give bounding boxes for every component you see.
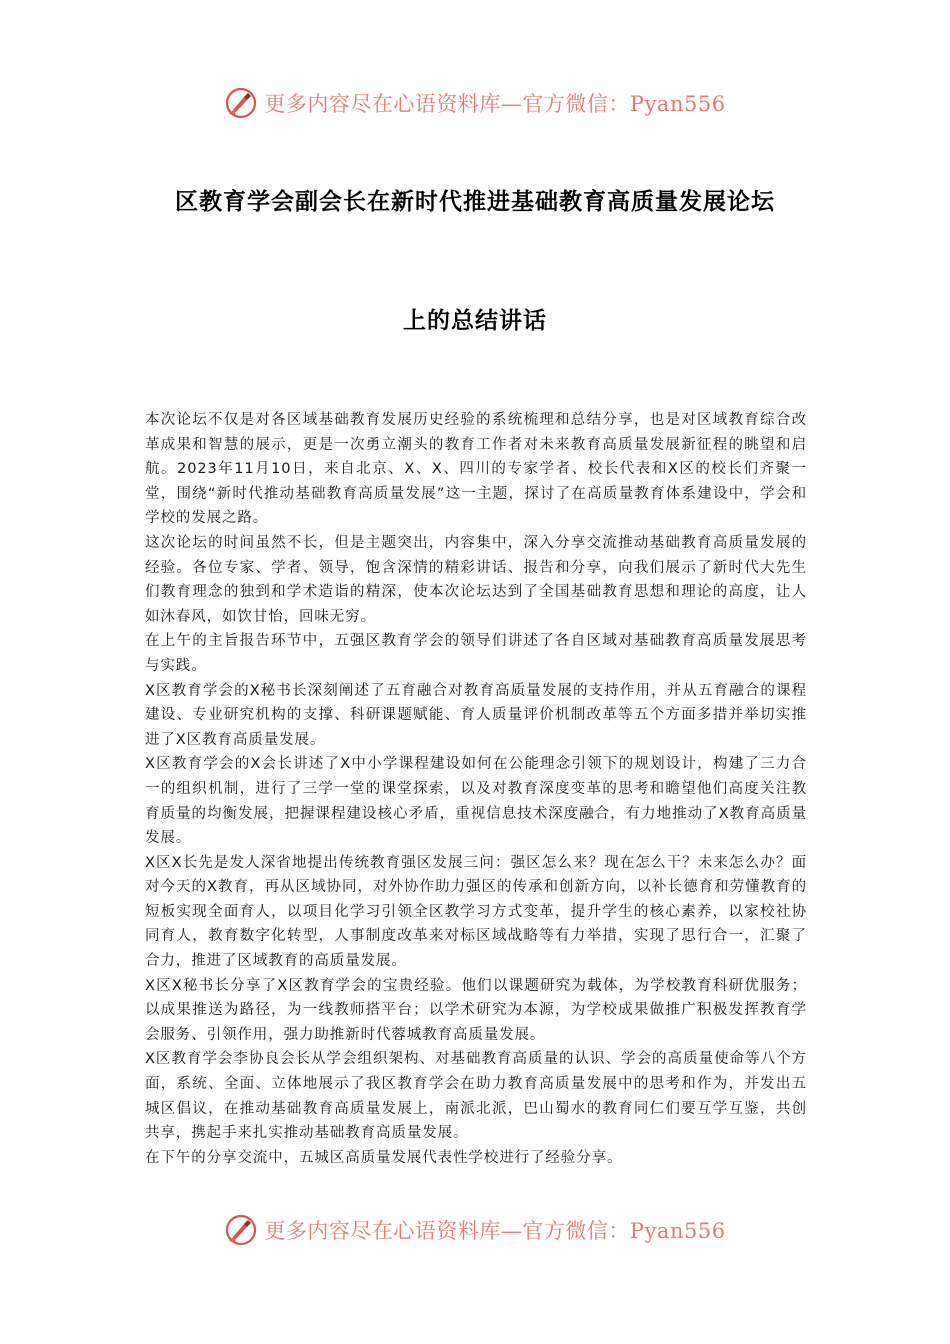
paragraph: 在上午的主旨报告环节中，五强区教育学会的领导们讲述了各自区域对基础教育高质量发展思考与实践。 (145, 633, 807, 674)
header-watermark (0, 83, 950, 123)
paragraph: 本次论坛不仅是对各区域基础教育发展历史经验的系统梳理和总结分享，也是对区域教育综合改革成果和智慧的展示，更是一次勇立潮头的教育工作者对未来教育高质量发展新征程的眺望和启航。2023年11月10日，来自北京、X、X、四川的专家学者、校长代表和X区的校长们齐聚一堂，围绕“新时代推动基础教育高质量发展”这一主题，探讨了在高质量教育体系建设中，学会和学校的发展之路。 (145, 412, 807, 527)
pen-seal-icon (224, 1213, 258, 1247)
watermark-text: 更多内容尽在心语资料库—官方微信：Pyan556 (264, 92, 726, 116)
paragraph: X区教育学会的X秘书长深刻阐述了五育融合对教育高质量发展的支持作用，并从五育融合的课程建设、专业研究机构的支撑、科研课题赋能、育人质量评价机制改革等五个方面多措并举切实推进了X区教育高质量发展。 (145, 682, 807, 748)
paragraph: 在下午的分享交流中，五城区高质量发展代表性学校进行了经验分享。 (145, 1149, 623, 1166)
document-title-line1: 区教育学会副会长在新时代推进基础教育高质量发展论坛 (175, 189, 775, 215)
document-body (145, 408, 807, 1170)
footer-watermark (0, 1210, 950, 1250)
paragraph: X区X长先是发人深省地提出传统教育强区发展三问：强区怎么来？现在怎么干？未来怎么办？面对今天的X教育，再从区域协同，对外协作助力强区的传承和创新方向，以补长德育和劳懂教育的短板实现全面育人，以项目化学习引领全区教学习方式变革，提升学生的核心素养，以家校社协同育人，教育数字化转型，人事制度改革来对标区域战略等有力举措，实现了思行合一，汇聚了合力，推进了区域教育的高质量发展。 (145, 854, 807, 970)
paragraph: X区教育学会的X会长讲述了X中小学课程建设如何在公能理念引领下的规划设计，构建了三力合一的组织机制，进行了三学一堂的课堂探索，以及对教育深度变革的思考和瞻望他们高度关注教育质量的均衡发展，把握课程建设核心矛盾，重视信息技术深度融合，有力地推动了X教育高质量发展。 (145, 756, 807, 847)
paragraph: X区教育学会李协良会长从学会组织架构、对基础教育高质量的认识、学会的高质量使命等八个方面，系统、全面、立体地展示了我区教育学会在助力教育高质量发展中的思考和作为，并发出五城区倡议，在推动基础教育高质量发展上，南派北派，巴山蜀水的教育同仁们要互学互鉴，共创共享，携起手来扎实推动基础教育高质量发展。 (145, 1051, 807, 1142)
pen-seal-icon (224, 86, 258, 120)
paragraph: 这次论坛的时间虽然不长，但是主题突出，内容集中，深入分享交流推动基础教育高质量发展的经验。各位专家、学者、领导，饱含深情的精彩讲话、报告和分享，向我们展示了新时代大先生们教育理念的独到和学术造诣的精深，使本次论坛达到了全国基础教育思想和理论的高度，让人如沐春风，如饮甘怡，回味无穷。 (145, 534, 807, 625)
paragraph: X区X秘书长分享了X区教育学会的宝贵经验。他们以课题研究为载体，为学校教育科研优服务；以成果推送为路径，为一线教师搭平台；以学术研究为本源，为学校成果做推广积极发挥教育学会服务、引领作用，强力助推新时代蓉城教育高质量发展。 (145, 977, 807, 1043)
document-title-line2: 上的总结讲话 (403, 308, 547, 334)
watermark-text: 更多内容尽在心语资料库—官方微信：Pyan556 (264, 1219, 726, 1243)
